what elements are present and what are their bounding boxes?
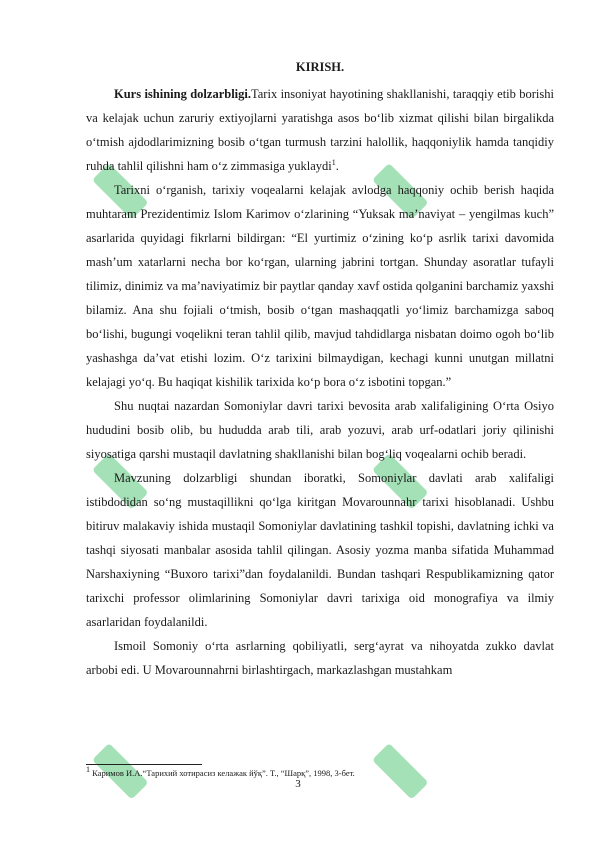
footnote-number: 1 bbox=[86, 765, 90, 775]
document-body bbox=[86, 56, 554, 682]
paragraph-end: . bbox=[335, 159, 339, 173]
paragraph-lead-bold: Kurs ishining dolzarbligi. bbox=[114, 87, 251, 101]
paragraph-samanids: Shu nuqtai nazardan Somoniylar davri tarixi bevosita arab xalifaligining O‘rta Osiyo hududini bosib olib, bu hududda arab tili, arab yozuvi, arab urf-odatlari joriy qilinishi siyosatiga qarshi mustaqil davlatning shakllanishi bilan bog‘liq voqealarni ochib beradi. bbox=[86, 399, 554, 461]
paragraph-relevance bbox=[86, 82, 554, 178]
paragraph-text: Tarix insoniyat hayotining shakllanishi, taraqqiy etib borishi va kelajak uchun zaruriy extiyojlarni yaratishga asos bo‘lib xizmat qilishi bilan birgalikda o‘tmish ajdodlarimizning bosib o‘tgan turmush tarzini halollik, haqqoniylik hamda tanqidiy ruhda tahlil qilishni ham o‘z zimmasiga yuklaydi bbox=[86, 87, 554, 173]
page-number: 3 bbox=[295, 778, 301, 790]
paragraph-topic: Mavzuning dolzarbligi shundan iboratki, Somoniylar davlati arab xalifaligi istibdodidan so‘ng mustaqillikni qo‘lga kiritgan Movarounnahr tarixi hisoblanadi. Ushbu bitiruv malakaviy ishida mustaqil Somoniylar davlatining tashkil topishi, davlatning ichki va tashqi siyosati manbalar asosida tahlil qilingan. Asosiy yozma manba sifatida Muhammad Narshaxiyning “Buxoro tarixi”dan foydalanildi. Bundan tashqari Respublikamizning qator tarixchi professor olimlarining Somoniylar davri tarixiga oid monografiya va ilmiy asarlaridan foydalanildi. bbox=[86, 471, 554, 629]
footnote-text: Каримов И.А.“Тарихий хотирасиз келажак йўқ”. Т., “Шарқ”, 1998, 3-бет. bbox=[90, 768, 355, 778]
footnote-divider bbox=[86, 764, 202, 765]
paragraph-history: Tarixni o‘rganish, tarixiy voqealarni kelajak avlodga haqqoniy ochib berish haqida muhtaram Prezidentimiz Islom Karimov o‘zlarining “Yuksak ma’naviyat – yengilmas kuch” asarlarida quyidagi fikrlarni bildirgan: “El yurtimiz o‘zining ko‘p asrlik tarixi davomida mash’um xatarlarni necha bor ko‘rgan, ularning jabrini tortgan. Shunday asoratlar tufayli tilimiz, dinimiz va ma’naviyatimiz bir paytlar qanday xavf ostida qolganini barchamiz yaxshi bilamiz. Ana shu fojiali o‘tmish, bosib o‘tgan mashaqqatli yo‘limiz barchamizga saboq bo‘lishi, bugungi voqelikni teran tahlil qilib, mavjud tahdidlarga nisbatan doimo ogoh bo‘lib yashashga da’vat etishi lozim. O‘z tarixini bilmaydigan, kechagi kunni unutgan millatni kelajagi yo‘q. Bu haqiqat kishilik tarixida ko‘p bora o‘z isbotini topgan.” bbox=[86, 183, 554, 389]
paragraph-ismoil: Ismoil Somoniy o‘rta asrlarning qobiliyatli, serg‘ayrat va nihoyatda zukko davlat arbobi edi. U Movarounnahrni birlashtirgach, markazlashgan mustahkam bbox=[86, 639, 554, 677]
footnote-ref[interactable]: 1 bbox=[331, 157, 336, 167]
page-title: KIRISH. bbox=[295, 60, 345, 74]
